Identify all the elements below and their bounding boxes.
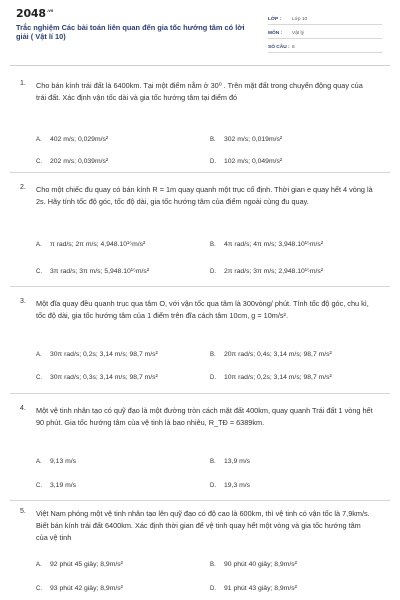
option-c[interactable]: C. 3π rad/s; 3π m/s; 5,948.10¹⁵m/s²: [36, 268, 150, 275]
meta-value: Vật lý: [292, 31, 304, 36]
question-divider: [10, 500, 390, 501]
option-c[interactable]: C. 93 phút 42 giây; 8,9m/s²: [36, 585, 123, 592]
option-a[interactable]: A. π rad/s; 2π m/s; 4,948.10¹⁵m/s²: [36, 241, 146, 248]
option-c[interactable]: C. 3,19 m/s: [36, 482, 77, 489]
question-text: Một đĩa quay đều quanh trục qua tâm O, với vận tốc qua tâm là 300vòng/ phút. Tính tốc độ góc, chu kì, tốc độ dài, gia tốc hướng tâm của 1 điểm trên đĩa cách tâm 10cm, g = 10m/s².: [36, 299, 369, 320]
option-b[interactable]: B. 302 m/s; 0,019m/s²: [210, 136, 283, 143]
question-text: Cho bán kính trái đất là 6400km. Tại một điểm nằm ở 30⁰ . Trên mặt đất trong chuyển động quay của trái đất. Xác định vận tốc dài và gia tốc hướng tâm tại điểm đó: [36, 81, 363, 102]
question-number: 2.: [20, 184, 26, 191]
meta-table: [268, 12, 382, 54]
option-a[interactable]: A. 30π rad/s; 0,2s; 3,14 m/s; 98,7 m/s²: [36, 351, 158, 358]
meta-label: MÔN :: [268, 31, 283, 36]
question-number: 4.: [20, 405, 26, 412]
question-text: Một vệ tinh nhân tạo có quỹ đạo là một đường tròn cách mặt đất 400km, quay quanh Trái đất 1 vòng hết 90 phút. Gia tốc hướng tâm của vệ tinh là bao nhiêu, R_TĐ = 6389km.: [36, 406, 373, 427]
meta-row-count: [268, 40, 382, 53]
meta-label: SỐ CÂU :: [268, 45, 290, 50]
option-c[interactable]: C. 202 m/s; 0,039m/s²: [36, 158, 109, 165]
option-d[interactable]: D. 102 m/s; 0,049m/s²: [210, 158, 283, 165]
option-a[interactable]: A. 9,13 m/s: [36, 458, 77, 465]
meta-value: Lớp 10: [292, 17, 308, 22]
option-b[interactable]: B. 20π rad/s; 0,4s; 3,14 m/s; 98,7 m/s²: [210, 351, 332, 358]
site-logo[interactable]: $2048^{.vn}$: [16, 7, 54, 20]
question-number: 1.: [20, 80, 26, 87]
option-a[interactable]: A. 402 m/s; 0,029m/s²: [36, 136, 109, 143]
meta-label: LỚP :: [268, 17, 282, 22]
option-d[interactable]: D. 10π rad/s; 0,2s; 3,14 m/s; 98,7 m/s²: [210, 374, 332, 381]
question-text: Cho một chiếc đu quay có bán kính R = 1m quay quanh một trục cố định. Thời gian e quay hết 4 vòng là 2s. Hãy tính tốc độ góc, tốc độ dài, gia tốc hướng tâm của điểm ngoài cùng đu quay.: [36, 185, 373, 206]
question-divider: [10, 172, 390, 173]
option-d[interactable]: D. 19,3 m/s: [210, 482, 251, 489]
header-divider: [10, 65, 390, 66]
question-divider: [10, 393, 390, 394]
option-b[interactable]: B. 4π rad/s; 4π m/s; 3,948.10¹⁵m/s²: [210, 241, 324, 248]
option-a[interactable]: A. 92 phút 45 giây; 8,9m/s²: [36, 561, 123, 568]
question-divider: [10, 286, 390, 287]
question-number: 5.: [20, 508, 26, 515]
option-d[interactable]: D. 2π rad/s; 3π m/s; 2,948.10¹⁵m/s²: [210, 268, 324, 275]
option-b[interactable]: B. 13,9 m/s: [210, 458, 251, 465]
meta-row-class: [268, 12, 382, 25]
page-title: Trắc nghiệm Các bài toán liên quan đến gia tốc hướng tâm có lời giải ( Vật lí 10): [16, 23, 245, 41]
meta-value: 8: [292, 45, 295, 50]
question-number: 3.: [20, 298, 26, 305]
option-b[interactable]: B. 90 phút 40 giây; 8,9m/s²: [210, 561, 297, 568]
option-d[interactable]: D. 91 phút 43 giây; 8,9m/s²: [210, 585, 297, 592]
question-text: Việt Nam phóng một vệ tinh nhân tạo lên quỹ đạo có độ cao là 600km, thì vệ tinh có vận tốc là 7,9km/s. Biết bán kính trái đất 6400km. Xác định thời gian để vệ tinh quay hết một vòng và gia tốc hướng tâm của vệ tinh: [36, 509, 370, 542]
option-c[interactable]: C. 30π rad/s; 0,3s; 3,14 m/s; 98,7 m/s²: [36, 374, 158, 381]
meta-row-subject: [268, 26, 382, 39]
page-header: [10, 6, 390, 58]
